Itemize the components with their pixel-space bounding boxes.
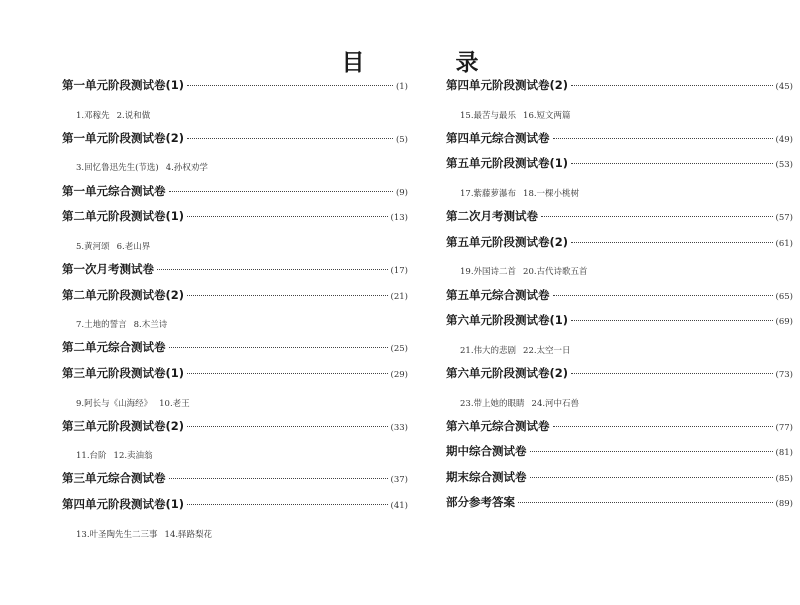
- toc-entry-title: 第三单元阶段测试卷(2): [62, 418, 185, 433]
- toc-entry[interactable]: [62, 287, 408, 313]
- dot-leader: [187, 373, 388, 374]
- lesson-title: 7.土地的誓言: [76, 320, 127, 331]
- toc-entry[interactable]: [62, 77, 408, 103]
- lesson-title: 13.叶圣陶先生二三事: [76, 529, 158, 540]
- toc-entry-title: 第六单元综合测试卷: [446, 418, 550, 433]
- dot-leader: [187, 504, 388, 505]
- lesson-title: 15.最苦与最乐: [460, 110, 517, 121]
- toc-page-number: (1): [395, 82, 408, 92]
- dot-leader: [169, 347, 388, 348]
- dot-leader: [571, 85, 773, 86]
- toc-lessons: [62, 155, 408, 182]
- toc-entry-title: 第四单元阶段测试卷(1): [62, 497, 185, 512]
- toc-page-number: (69): [775, 317, 793, 328]
- toc-entry[interactable]: [446, 469, 793, 495]
- lesson-title: 1.邓稼先: [76, 110, 110, 121]
- dot-leader: [571, 373, 773, 374]
- toc-page-number: (13): [390, 213, 408, 224]
- toc-lessons: [62, 103, 408, 130]
- dot-leader: [553, 138, 773, 139]
- toc-entry-title: 第一单元综合测试卷: [62, 183, 166, 198]
- toc-entry[interactable]: [446, 234, 793, 260]
- lesson-title: 16.短文两篇: [523, 110, 571, 121]
- lesson-title: 9.阿长与《山海经》: [76, 398, 153, 409]
- dot-leader: [530, 477, 773, 478]
- dot-leader: [187, 295, 388, 296]
- toc-lessons: [446, 391, 793, 418]
- toc-entry[interactable]: [62, 130, 408, 156]
- toc-page-number: (77): [775, 422, 793, 433]
- toc-page-number: (81): [775, 448, 793, 459]
- lesson-title: 18.一棵小桃树: [523, 188, 580, 199]
- lesson-title: 11.台阶: [76, 451, 107, 462]
- toc-entry-title: 第一单元阶段测试卷(2): [62, 130, 185, 145]
- toc-entry[interactable]: [446, 365, 793, 391]
- toc-entry[interactable]: [62, 261, 408, 287]
- lesson-title: 17.紫藤萝瀑布: [460, 188, 517, 199]
- toc-entry-title: 第四单元阶段测试卷(2): [446, 78, 569, 92]
- toc-lessons: [446, 259, 793, 286]
- dot-leader: [157, 269, 388, 270]
- lesson-title: 5.黄河颂: [76, 241, 110, 252]
- dot-leader: [541, 216, 773, 217]
- toc-entry[interactable]: [62, 208, 408, 234]
- lesson-title: 8.木兰诗: [133, 320, 168, 331]
- toc-entry-title: 第五单元阶段测试卷(1): [446, 156, 569, 171]
- toc-entry-title: 第三单元阶段测试卷(1): [62, 365, 185, 380]
- toc-entry-title: 第五单元阶段测试卷(2): [446, 234, 569, 249]
- toc-page-number: (17): [390, 265, 408, 276]
- toc-lessons: [446, 338, 793, 365]
- toc-entry-title: 期末综合测试卷: [446, 469, 527, 484]
- toc-entry[interactable]: [62, 470, 408, 496]
- toc-entry[interactable]: [62, 365, 408, 391]
- dot-leader: [187, 138, 393, 139]
- toc-page-number: (29): [390, 369, 408, 380]
- toc-entry[interactable]: [446, 443, 793, 469]
- toc-right-column: [446, 77, 793, 520]
- dot-leader: [169, 478, 388, 479]
- lesson-title: 20.古代诗歌五首: [523, 267, 588, 278]
- lesson-title: 22.太空一日: [523, 345, 571, 356]
- lesson-title: 14.驿路梨花: [164, 529, 213, 540]
- toc-page-number: (33): [390, 422, 408, 433]
- toc-lessons: [446, 103, 793, 130]
- toc-lessons: [446, 181, 793, 208]
- toc-lessons: [62, 312, 408, 339]
- toc-page-number: (41): [390, 501, 408, 512]
- lesson-title: 21.伟大的悲剧: [460, 345, 517, 356]
- toc-page-number: (5): [395, 134, 408, 145]
- dot-leader: [187, 85, 393, 86]
- dot-leader: [571, 242, 773, 243]
- toc-entry[interactable]: [446, 418, 793, 444]
- lesson-title: 23.带上她的眼睛: [460, 398, 525, 409]
- lesson-title: 24.河中石兽: [531, 398, 580, 409]
- toc-page-number: (53): [775, 160, 793, 171]
- toc-page-number: (85): [775, 473, 793, 484]
- dot-leader: [553, 295, 773, 296]
- toc-lessons: [62, 391, 408, 418]
- lesson-title: 3.回忆鲁迅先生(节选): [76, 163, 159, 174]
- toc-entry[interactable]: [62, 339, 408, 365]
- dot-leader: [553, 426, 773, 427]
- toc-entry-title: 第六单元阶段测试卷(1): [446, 313, 569, 328]
- toc-page-number: (37): [390, 475, 408, 486]
- lesson-title: 10.老王: [159, 398, 190, 409]
- toc-entry[interactable]: [446, 155, 793, 181]
- toc-lessons: [62, 522, 408, 549]
- toc-entry-title: 第二单元阶段测试卷(1): [62, 209, 185, 224]
- toc-entry[interactable]: [62, 183, 408, 209]
- dot-leader: [169, 191, 393, 192]
- toc-page-number: (45): [775, 82, 793, 92]
- toc-lessons: [62, 443, 408, 470]
- toc-entry[interactable]: [446, 287, 793, 313]
- dot-leader: [571, 320, 773, 321]
- toc-entry[interactable]: [446, 208, 793, 234]
- toc-entry-title: 第五单元综合测试卷: [446, 287, 550, 302]
- toc-page-number: (25): [390, 344, 408, 355]
- toc-page-number: (21): [390, 291, 408, 302]
- toc-entry-title: 期中综合测试卷: [446, 444, 527, 459]
- dot-leader: [571, 163, 773, 164]
- dot-leader: [187, 426, 388, 427]
- toc-page-number: (73): [775, 369, 793, 380]
- toc-entry-title: 第二单元阶段测试卷(2): [62, 287, 185, 302]
- toc-page-number: (89): [775, 499, 793, 510]
- toc-entry[interactable]: [62, 496, 408, 522]
- toc-entry-title: 第六单元阶段测试卷(2): [446, 365, 569, 380]
- toc-entry[interactable]: [446, 494, 793, 520]
- toc-page-number: (65): [775, 291, 793, 302]
- dot-leader: [187, 216, 388, 217]
- toc-entry-title: 第一单元阶段测试卷(1): [62, 78, 185, 92]
- page-title: 目 录: [341, 49, 513, 76]
- lesson-title: 12.卖油翁: [113, 451, 153, 462]
- lesson-title: 4.孙权劝学: [165, 163, 208, 174]
- toc-page-number: (9): [395, 187, 408, 198]
- toc-entry[interactable]: [446, 77, 793, 103]
- toc-page-number: (61): [775, 238, 793, 249]
- lesson-title: 19.外国诗二首: [460, 267, 517, 278]
- toc-entry[interactable]: [62, 418, 408, 444]
- toc-page-number: (49): [775, 134, 793, 145]
- lesson-title: 6.老山界: [116, 241, 151, 252]
- toc-entry[interactable]: [446, 130, 793, 156]
- toc-entry-title: 部分参考答案: [446, 495, 515, 510]
- toc-lessons: [62, 234, 408, 261]
- toc-entry-title: 第一次月考测试卷: [62, 261, 154, 276]
- toc-entry-title: 第三单元综合测试卷: [62, 471, 166, 486]
- toc-page-number: (57): [775, 213, 793, 224]
- toc-entry-title: 第四单元综合测试卷: [446, 130, 550, 145]
- toc-entry-title: 第二次月考测试卷: [446, 209, 538, 224]
- lesson-title: 2.说和做: [116, 110, 151, 121]
- toc-entry[interactable]: [446, 312, 793, 338]
- dot-leader: [518, 502, 773, 503]
- dot-leader: [530, 451, 773, 452]
- toc-entry-title: 第二单元综合测试卷: [62, 340, 166, 355]
- toc-left-column: [62, 77, 408, 549]
